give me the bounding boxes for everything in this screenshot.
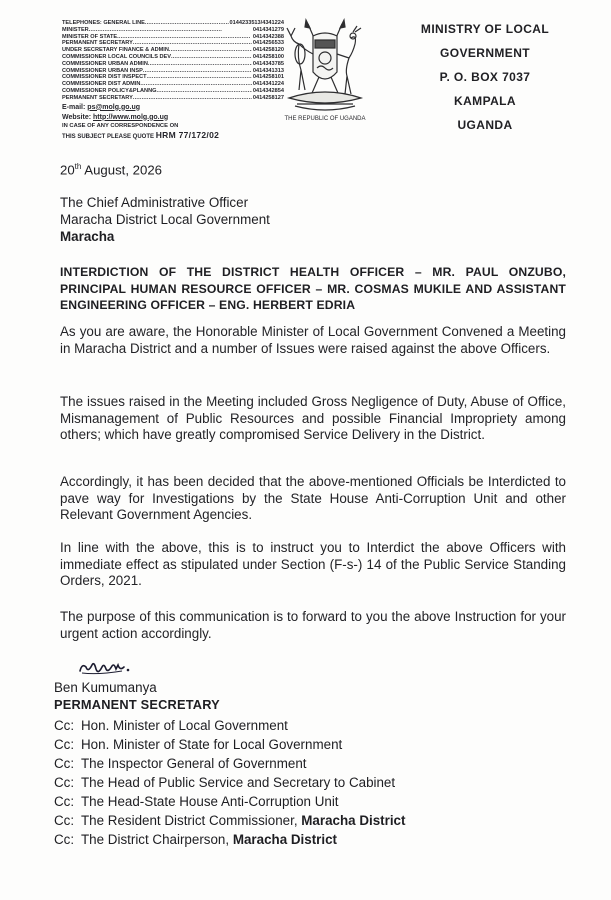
cc-item xyxy=(54,792,405,811)
signatory-name: Ben Kumumanya xyxy=(54,680,157,695)
contact-label: COMMISSIONER URBAN ADMIN xyxy=(62,60,148,67)
contact-label: COMMISSIONER POLICY&PLANNG xyxy=(62,87,157,94)
letter-date xyxy=(60,162,162,177)
contact-number: 0414341313 xyxy=(252,67,284,74)
contact-number: 0414258101 xyxy=(252,74,284,81)
cc-item xyxy=(54,811,405,830)
website-line xyxy=(62,113,284,122)
contact-number: 0414256533 xyxy=(252,40,284,47)
body-paragraph: The purpose of this communication is to forward to you the above Instruction for your urgent action accordingly. xyxy=(60,609,566,641)
email-link[interactable]: ps@molg.go.ug xyxy=(87,103,141,111)
cc-item xyxy=(54,754,405,773)
contact-label: COMMISSIONER URBAN INSP xyxy=(62,67,143,74)
contact-label: COMMISSIONER DIST ADMIN xyxy=(62,81,141,88)
contact-label: MINISTER OF STATE xyxy=(62,33,118,40)
contact-label: PERMANENT SECRETARY xyxy=(62,40,133,47)
cc-prefix: Cc: xyxy=(54,737,75,752)
republic-caption: THE REPUBLIC OF UGANDA xyxy=(284,116,366,122)
contact-row xyxy=(62,27,284,34)
cc-recipient: Hon. Minister of Local Government xyxy=(81,718,288,733)
contact-label: COMMISSIONER LOCAL COUNCILS DEV xyxy=(62,53,171,60)
contact-number: 0144233513/4341224 xyxy=(229,20,284,26)
website-label: Website: xyxy=(62,113,92,121)
cc-prefix: Cc: xyxy=(54,756,75,771)
contact-row xyxy=(62,40,284,47)
city: KAMPALA xyxy=(454,94,516,108)
contact-row xyxy=(62,68,284,75)
contact-label: MINISTER xyxy=(62,26,89,33)
recipient-address xyxy=(60,194,270,245)
cc-item xyxy=(54,773,405,792)
letter-subject: INTERDICTION OF THE DISTRICT HEALTH OFFICER – MR. PAUL ONZUBO, PRINCIPAL HUMAN RESOURCE OFFICER – MR. COSMAS MUKILE AND ASSISTANT ENGINEERING OFFICER – ENG. HERBERT EDRIA xyxy=(60,265,566,312)
body-paragraph: In line with the above, this is to instruct you to Interdict the above Officers with immediate effect as stipulated under Section (F-s-) 14 of the Public Service Standing Orders, 2021. xyxy=(60,540,566,589)
signatory-block xyxy=(54,679,220,713)
reference-line xyxy=(62,130,284,142)
reference-number: HRM 77/172/02 xyxy=(155,129,220,140)
handwritten-signature xyxy=(78,657,138,679)
cc-item xyxy=(54,830,405,849)
recipient-office: Maracha District Local Government xyxy=(60,212,270,227)
contact-row xyxy=(62,54,284,61)
signatory-title: PERMANENT SECRETARY xyxy=(54,697,220,712)
body-paragraph: The issues raised in the Meeting included Gross Negligence of Duty, Abuse of Office, Mismanagement of Public Resources and possible Financial Impropriety among others; which have greatly compromised Service Delivery in the District. xyxy=(60,394,566,443)
cc-prefix: Cc: xyxy=(54,813,75,828)
cc-prefix: Cc: xyxy=(54,794,75,809)
contact-number: 0414342854 xyxy=(252,87,284,94)
contact-row xyxy=(62,34,284,41)
contact-row xyxy=(62,81,284,88)
cc-recipient: Hon. Minister of State for Local Government xyxy=(81,737,343,752)
body-paragraph: As you are aware, the Honorable Minister of Local Government Convened a Meeting in Maracha District and a number of Issues were raised against the above Officers. xyxy=(60,324,566,356)
contact-label: COMMISSIONER DIST INSPECT xyxy=(62,74,147,81)
cc-recipient-bold: Maracha District xyxy=(301,813,406,828)
website-link[interactable]: http://www.molg.go.ug xyxy=(93,113,169,121)
contact-row xyxy=(62,61,284,68)
contact-number: 0414258120 xyxy=(252,47,284,54)
date-suffix: th xyxy=(74,162,82,171)
cc-prefix: Cc: xyxy=(54,832,75,847)
ministry-name: MINISTRY OF LOCAL GOVERNMENT xyxy=(420,22,550,60)
cc-recipient: The Head-State House Anti-Corruption Unit xyxy=(81,794,339,809)
contact-row xyxy=(62,47,284,54)
contact-number: 0414258100 xyxy=(252,53,284,60)
country: UGANDA xyxy=(457,118,513,132)
cc-recipient: The District Chairperson, xyxy=(81,832,233,847)
cc-prefix: Cc: xyxy=(54,718,75,733)
cc-list xyxy=(54,716,405,849)
contact-row xyxy=(62,88,284,95)
cc-recipient-bold: Maracha District xyxy=(232,832,338,847)
contact-number: 0414343785 xyxy=(252,60,284,67)
cc-recipient: The Inspector General of Government xyxy=(81,756,307,771)
email-label: E-mail: xyxy=(62,103,86,111)
correspondence-note: IN CASE OF ANY CORRESPONDENCE ON xyxy=(62,122,179,129)
recipient-location: Maracha xyxy=(60,229,115,244)
recipient-title: The Chief Administrative Officer xyxy=(60,195,249,210)
contact-number: 0414342388 xyxy=(252,33,284,40)
body-paragraph: Accordingly, it has been decided that the above-mentioned Officials be Interdicted to pave way for Investigations by the State House Anti-Corruption Unit and other Relevant Government Agencies. xyxy=(60,474,566,523)
contact-number: 0414341279 xyxy=(252,26,284,33)
contact-number: 0414341224 xyxy=(252,81,284,88)
cc-recipient: The Head of Public Service and Secretary to Cabinet xyxy=(81,775,396,790)
contact-label: UNDER SECRETARY FINANCE & ADMIN xyxy=(62,47,169,54)
contact-label: TELEPHONES: GENERAL LINE xyxy=(62,20,145,26)
cc-item xyxy=(54,716,405,735)
contact-row xyxy=(62,95,284,102)
letterhead-contacts xyxy=(62,20,284,142)
contact-row xyxy=(62,74,284,81)
ministry-address xyxy=(380,17,590,137)
cc-prefix: Cc: xyxy=(54,775,75,790)
po-box: P. O. BOX 7037 xyxy=(439,70,531,84)
contact-label: PERMANENT SECRETARY xyxy=(62,94,133,101)
email-line xyxy=(62,103,284,112)
contact-number: 0414258127 xyxy=(252,94,284,101)
date-rest: August, 2026 xyxy=(81,162,163,178)
quote-note: THIS SUBJECT PLEASE QUOTE xyxy=(62,133,155,140)
cc-recipient: The Resident District Commissioner, xyxy=(81,813,302,828)
date-day: 20 xyxy=(60,162,75,178)
cc-item xyxy=(54,735,405,754)
contact-row xyxy=(62,20,284,27)
coat-of-arms-icon xyxy=(275,14,375,118)
